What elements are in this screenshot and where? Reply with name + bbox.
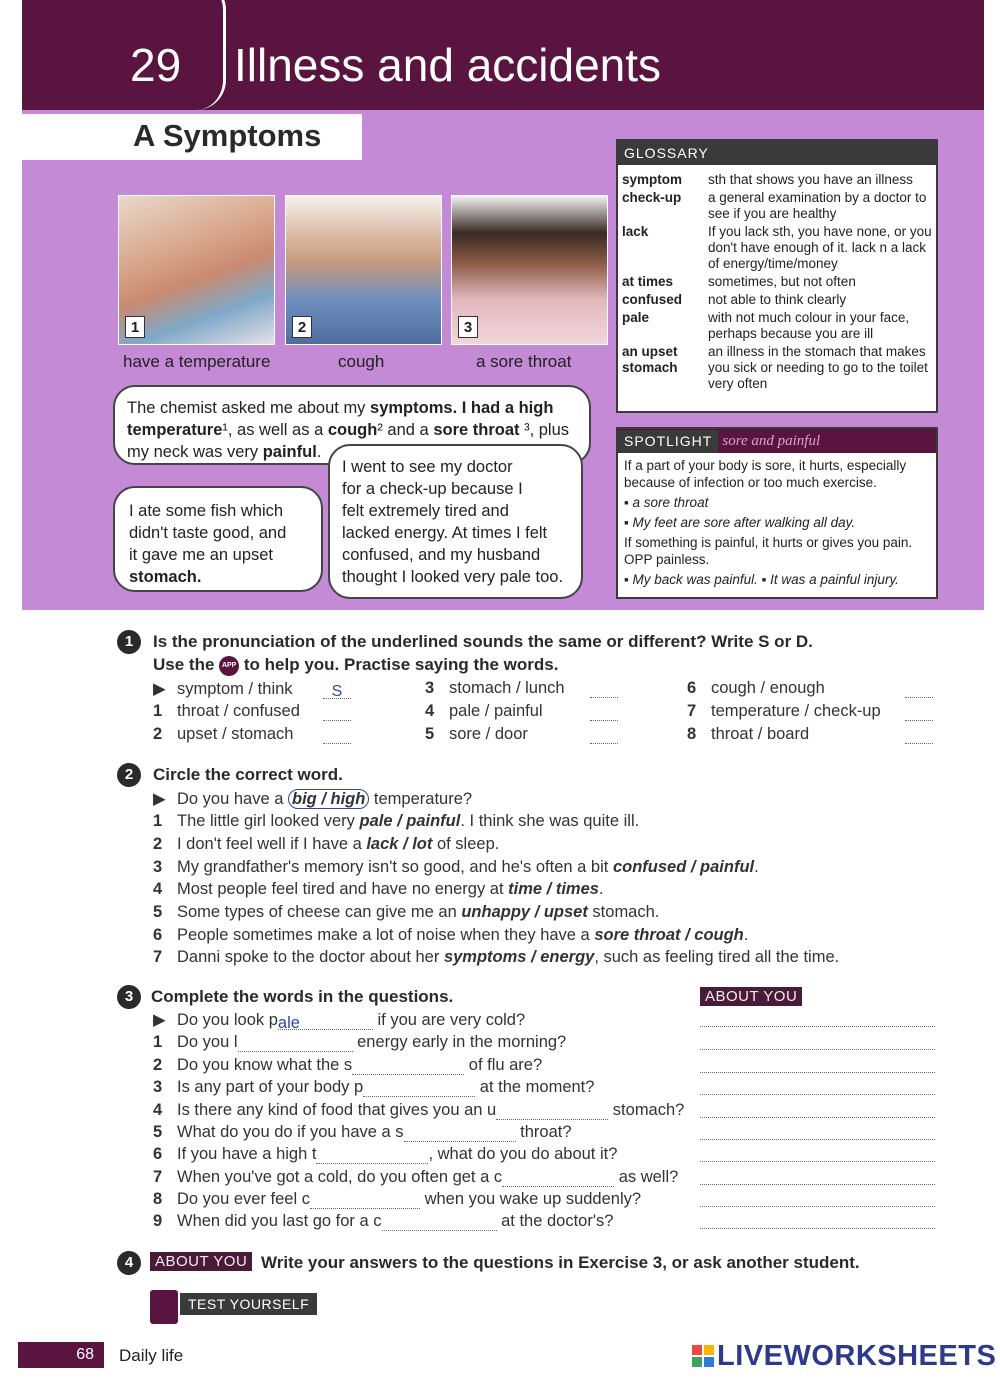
item-number: ▶ [153,790,166,808]
unit-number: 29 [130,39,182,91]
glossary-def: sometimes, but not often [708,274,856,289]
exercise-1-instruction: Is the pronunciation of the underlined sounds the same or different? Write S or D. [153,632,813,651]
ex2-item [153,880,604,899]
about-you-tag: ABOUT YOU [150,1252,252,1271]
about-you-answer-line[interactable] [700,1228,935,1229]
item-text: Do you have a [177,790,288,808]
item-text: Danni spoke to the doctor about her [177,948,444,966]
item-text: throat? [515,1123,572,1141]
ex1-item [153,725,351,744]
word-choice[interactable]: unhappy / upset [461,903,588,921]
ex2-item [153,926,748,945]
item-text: upset / stomach [177,725,294,743]
glossary-def: a general examination by a doctor to see if you are healthy [708,190,927,221]
logo-square [692,1345,702,1355]
exercise-1-number: 1 [117,630,141,654]
bubble-keyword: cough [327,421,378,439]
word-input[interactable] [404,1126,516,1142]
ex2-item [153,948,839,967]
photo-boy-thermometer [118,195,275,345]
photo-number: 1 [125,316,145,338]
ex2-item [153,835,499,854]
word-input[interactable] [502,1171,614,1187]
answer-field[interactable] [590,705,618,721]
exercise-2-number: 2 [117,763,141,787]
item-text: , such as feeling tired all the time. [594,948,840,966]
item-number: 8 [153,1190,163,1208]
item-number: 4 [153,880,163,898]
item-text: Is any part of your body p [177,1078,364,1096]
item-text: Do you l [177,1033,238,1051]
test-yourself-icon[interactable] [150,1290,178,1324]
about-you-answer-line[interactable] [700,1072,935,1073]
item-text: temperature? [369,790,473,808]
answer-field[interactable] [590,682,618,698]
item-number: 8 [687,725,697,743]
bubble-line: it gave me an upset [129,546,274,564]
item-number: 5 [153,1123,163,1141]
bubble-text: The chemist asked me about my [127,399,371,417]
item-number: 2 [153,835,163,853]
glossary-term: confused [622,292,683,307]
glossary-row [618,171,936,189]
bubble-keyword: symptoms [370,399,453,417]
item-text: . [754,858,759,876]
section-title: A Symptoms [133,118,322,153]
photo-number: 2 [292,316,312,338]
bubble-text: ² and a [377,421,434,439]
caption-cough: cough [338,352,385,371]
item-text: Is there any kind of food that gives you an u [177,1101,497,1119]
item-number: 5 [425,725,435,743]
bubble-keyword: temperature [127,421,223,439]
glossary-def: not able to think clearly [708,292,847,307]
liveworksheets-logo-icon [692,1345,714,1367]
glossary-row [618,309,936,343]
item-number: 5 [153,903,163,921]
bubble-line: I went to see my doctor [342,458,513,476]
item-text: temperature / check-up [711,702,881,720]
word-input[interactable] [316,1148,428,1164]
glossary-row [618,189,936,223]
word-input[interactable] [352,1059,464,1075]
item-number: 2 [153,725,163,743]
glossary-def: sth that shows you have an illness [708,172,913,187]
bubble-line: lacked energy. At times I felt [342,524,548,542]
bubble-line: didn't taste good, and [129,524,287,542]
item-text: Do you ever feel c [177,1190,310,1208]
item-text: When you've got a cold, do you often get a c [177,1168,503,1186]
bubble-line: I ate some fish which [129,502,284,520]
word-input[interactable] [382,1215,497,1231]
item-text: Do you look p [177,1011,278,1029]
word-input[interactable] [363,1081,475,1097]
item-number: 2 [153,1056,163,1074]
about-you-tag: ABOUT YOU [700,987,802,1006]
instruction-text: Use the [153,655,215,674]
item-text: If you have a high t [177,1145,317,1163]
exercise-4-number: 4 [117,1251,141,1275]
item-number: 3 [425,679,435,697]
ex3-item [153,1123,572,1142]
item-text: as well? [614,1168,679,1186]
about-you-answer-line[interactable] [700,1206,935,1207]
ex2-item [153,812,639,831]
answer-field[interactable]: S [323,683,351,699]
logo-square [692,1357,702,1367]
exercise-4-instruction: Write your answers to the questions in Exercise 3, or ask another student. [261,1253,860,1272]
word-choice[interactable]: confused / painful [612,858,755,876]
item-text: People sometimes make a lot of noise when they have a [177,926,595,944]
about-you-answer-line[interactable] [700,1026,935,1027]
answer-field[interactable] [323,728,351,744]
item-number: 7 [687,702,697,720]
item-number: ▶ [153,1011,166,1029]
item-text: Do you know what the s [177,1056,353,1074]
spotlight-example: ▪ a sore throat [624,495,709,510]
word-input[interactable] [496,1104,608,1120]
ex1-item [687,679,933,698]
ex1-item [687,725,933,744]
instruction-text: to help you. Practise saying the words. [243,655,559,674]
glossary-def: with not much colour in your face, perhaps because you are ill [708,310,910,341]
item-number: 3 [153,858,163,876]
photo-number: 3 [458,316,478,338]
item-number: 6 [153,926,163,944]
glossary-term: lack [622,224,649,239]
word-choice[interactable]: lack / lot [366,835,433,853]
glossary-row [618,343,936,393]
item-text: at the moment? [475,1078,595,1096]
spotlight-box [616,427,938,599]
item-text: . [598,880,604,898]
glossary-row [618,223,936,273]
glossary-row [618,291,936,309]
item-number: 7 [153,948,163,966]
item-number: 4 [425,702,435,720]
ex3-item [153,1145,617,1164]
exercise-3-number: 3 [117,985,141,1009]
about-you-answer-line[interactable] [700,1117,935,1118]
item-text: sore / door [449,725,528,743]
ex3-item [153,1078,594,1097]
spotlight-example: ▪ My back was painful. ▪ It was a painful injury. [624,572,899,587]
item-text: What do you do if you have a s [177,1123,404,1141]
spotlight-heading [618,429,936,453]
word-choice[interactable]: time / times [508,880,599,898]
ex1-item [153,679,351,699]
item-text: cough / enough [711,679,825,697]
bubble-line: for a check-up because I [342,480,523,498]
item-text: stomach / lunch [449,679,565,697]
word-input[interactable] [310,1193,420,1209]
item-text: throat / board [711,725,810,743]
glossary-term: symptom [622,172,683,187]
word-choice[interactable]: pale / painful [359,812,461,830]
item-number: ▶ [153,680,166,698]
logo-square [704,1345,714,1355]
item-text: The little girl looked very [177,812,360,830]
answer-field[interactable] [905,682,933,698]
bubble-text: ¹, as well as a [222,421,328,439]
answer-field[interactable] [905,705,933,721]
about-you-answer-line[interactable] [700,1094,935,1095]
bubble-line: stomach. [129,568,202,586]
item-text: . [743,926,749,944]
item-number: 6 [687,679,697,697]
bubble-line: confused, and my husband [342,546,541,564]
answer-field[interactable] [323,705,351,721]
ex3-item [153,1056,542,1075]
about-you-answer-line[interactable] [700,1139,935,1140]
item-number: 6 [153,1145,163,1163]
test-yourself-label[interactable]: TEST YOURSELF [180,1293,317,1315]
speech-bubble-fish [113,486,323,592]
glossary-term: check-up [622,190,682,205]
item-number: 4 [153,1101,163,1119]
liveworksheets-brand: LIVEWORKSHEETS [717,1340,997,1372]
spotlight-line: If a part of your body is sore, it hurts, especially because of infection or too much exercise. [624,458,907,490]
exercise-2-instruction: Circle the correct word. [153,765,343,784]
spotlight-line: If something is painful, it hurts or gives you pain. OPP painless. [624,535,913,567]
ex3-item [153,1212,613,1231]
answer-field[interactable] [590,728,618,744]
ex3-item [153,1168,678,1187]
about-you-answer-line[interactable] [700,1049,935,1050]
word-choice[interactable]: symptoms / energy [443,948,595,966]
glossary-term: at times [622,274,674,289]
item-text: Most people feel tired and have no energy at [177,880,509,898]
item-text: . I think she was quite ill. [460,812,640,830]
ex3-item [153,1101,684,1120]
item-text: symptom / think [177,680,293,698]
answer-field[interactable] [905,728,933,744]
photo-woman-sore-throat [451,195,608,345]
item-number: 1 [153,702,163,720]
item-text: I don't feel well if I have a [177,835,367,853]
glossary-heading: GLOSSARY [618,141,936,165]
spotlight-label: SPOTLIGHT [618,430,718,453]
word-input[interactable]: ale [278,1014,373,1030]
bubble-line: thought I looked very pale too. [342,568,564,586]
item-text: energy early in the morning? [352,1033,567,1051]
glossary-def: If you lack sth, you have none, or you don't have enough of it. lack n a lack of energy/time/money [708,224,932,271]
ex3-item [153,1190,641,1209]
about-you-answer-line[interactable] [700,1184,935,1185]
ex1-item [687,702,933,721]
ex3-item [153,1010,525,1030]
ex1-item [425,725,618,744]
item-text: throat / confused [177,702,300,720]
photo-man-coughing [285,195,442,345]
bubble-text: . [316,443,322,461]
word-choice[interactable]: sore throat / cough [594,926,744,944]
bubble-text: ³, plus my neck was very [127,421,570,461]
ex2-item [153,789,472,809]
bubble-line: felt extremely tired and [342,502,509,520]
item-text: at the doctor's? [496,1212,614,1230]
item-number: 7 [153,1168,163,1186]
header-arc [196,0,226,110]
item-text: when you wake up suddenly? [419,1190,642,1208]
ex1-item [425,679,618,698]
ex2-item [153,858,759,877]
ex1-item [153,702,351,721]
item-text: , what do you do about it? [428,1145,618,1163]
item-text: stomach? [608,1101,685,1119]
bubble-keyword: painful [262,443,317,461]
caption-sore-throat: a sore throat [476,352,572,371]
page-number: 68 [18,1342,104,1368]
word-input[interactable] [238,1036,353,1052]
glossary-row [618,273,936,291]
spotlight-title: sore and painful [722,432,821,449]
item-number: 3 [153,1078,163,1096]
logo-square [704,1357,714,1367]
item-text: My grandfather's memory isn't so good, and he's often a bit [177,858,613,876]
app-icon[interactable]: APP [219,656,239,676]
speech-bubble-doctor [328,444,583,599]
ex1-item [425,702,618,721]
ex3-item [153,1033,566,1052]
glossary-def: an illness in the stomach that makes you sick or needing to go to the toilet very often [708,344,928,391]
glossary-term: an upset stomach [622,344,678,375]
item-text: if you are very cold? [372,1011,526,1029]
item-text: Some types of cheese can give me an [177,903,462,921]
bubble-keyword: . I had a high [452,399,554,417]
item-number: 9 [153,1212,163,1230]
item-text: stomach. [587,903,660,921]
spotlight-example: ▪ My feet are sore after walking all day. [624,515,856,530]
caption-temperature: have a temperature [123,352,271,371]
footer-section: Daily life [119,1346,184,1365]
glossary-term: pale [622,310,650,325]
item-text: pale / painful [449,702,543,720]
item-text: of sleep. [432,835,500,853]
unit-title: Illness and accidents [234,39,662,91]
ex2-item [153,903,659,922]
item-number: 1 [153,1033,163,1051]
item-number: 1 [153,812,163,830]
bubble-keyword: sore throat [433,421,520,439]
item-text: When did you last go for a c [177,1212,382,1230]
exercise-1-instruction-2 [153,655,558,676]
item-text: of flu are? [464,1056,543,1074]
word-choice[interactable]: big / high [288,789,369,809]
exercise-3-instruction: Complete the words in the questions. [151,987,454,1006]
glossary-box [616,139,938,413]
about-you-answer-line[interactable] [700,1161,935,1162]
